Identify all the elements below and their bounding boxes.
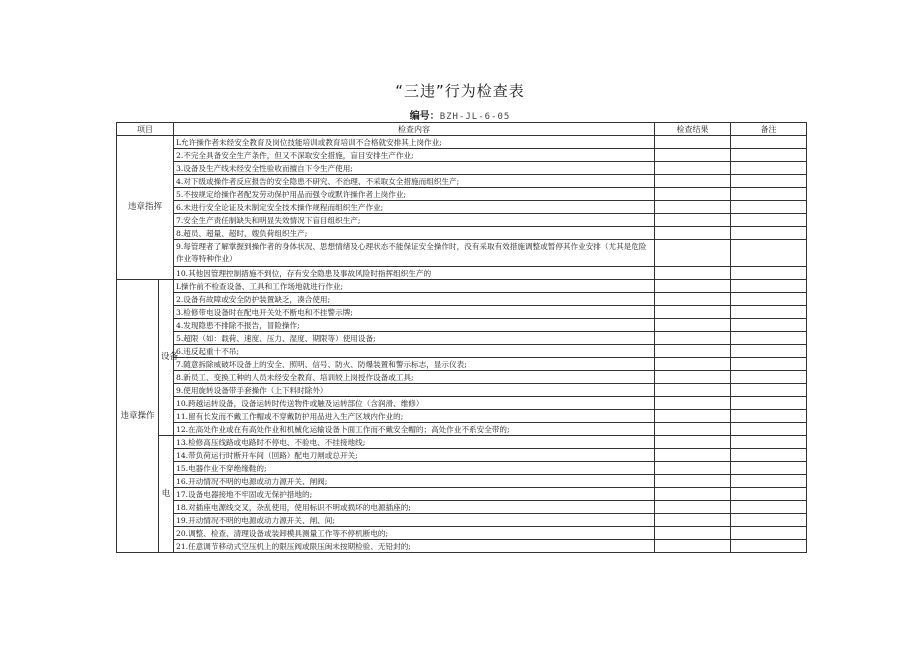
check-item: 5.超限（如：载荷、速度、压力、湿度、期限等）使用设备; [174, 332, 655, 345]
check-item: 9.使用旋转设备带手套操作（上下料时除外） [174, 384, 655, 397]
result-cell[interactable] [655, 280, 731, 293]
remark-cell[interactable] [731, 175, 807, 188]
check-item: L允许操作者未经安全教育及岗位技能培训或教育培训不合格就安排其上岗作业; [174, 136, 655, 149]
header-result: 检查结果 [655, 123, 731, 136]
table-row [117, 319, 807, 332]
result-cell[interactable] [655, 214, 731, 227]
check-item: 14.带负荷运行时断开车间（回路）配电刀闸或总开关; [174, 449, 655, 462]
remark-cell[interactable] [731, 293, 807, 306]
check-item: 3.设备及生产线未经安全性验收而擅自下令生产使用; [174, 162, 655, 175]
table-row [117, 306, 807, 319]
result-cell[interactable] [655, 175, 731, 188]
result-cell[interactable] [655, 410, 731, 423]
result-cell[interactable] [655, 136, 731, 149]
check-item: 13.检修高压线路或电路时不停电、不验电、不挂接地线; [174, 436, 655, 449]
code-label: 编号： [409, 111, 440, 122]
table-row [117, 136, 807, 149]
check-item: 6.违反起重十不吊; [174, 345, 655, 358]
result-cell[interactable] [655, 449, 731, 462]
result-cell[interactable] [655, 267, 731, 280]
table-row [117, 227, 807, 240]
check-item: 19.开动情况不明的电源或动力源开关、闸、间; [174, 514, 655, 527]
remark-cell[interactable] [731, 267, 807, 280]
remark-cell[interactable] [731, 306, 807, 319]
result-cell[interactable] [655, 358, 731, 371]
table-row [117, 540, 807, 553]
remark-cell[interactable] [731, 540, 807, 553]
result-cell[interactable] [655, 332, 731, 345]
result-cell[interactable] [655, 488, 731, 501]
check-item: 3.检修带电设备时在配电开关处不断电和不挂警示牌; [174, 306, 655, 319]
result-cell[interactable] [655, 319, 731, 332]
check-item: 2.设备有故障或安全防护装置缺乏，凑合使用; [174, 293, 655, 306]
check-item: 4.发现隐患不排除不报告，冒险操作; [174, 319, 655, 332]
table-row [117, 188, 807, 201]
table-row [117, 436, 807, 449]
table-row [117, 267, 807, 280]
inspection-table [116, 122, 807, 553]
check-item: 18.对插座电源线交叉，杂乱使用，使用标识不明或损坏的电源插座的; [174, 501, 655, 514]
table-row [117, 449, 807, 462]
remark-cell[interactable] [731, 319, 807, 332]
remark-cell[interactable] [731, 162, 807, 175]
result-cell[interactable] [655, 397, 731, 410]
remark-cell[interactable] [731, 527, 807, 540]
result-cell[interactable] [655, 436, 731, 449]
check-item: 4.对下级或操作者反应报告的安全隐患不研究、不治理、不采取女全措施而组织生产; [174, 175, 655, 188]
check-item: 10.其他因管理控制措施不到位，存有安全隐患及事故风险时指挥组织生产的 [174, 267, 655, 280]
header-content: 检查内容 [174, 123, 655, 136]
result-cell[interactable] [655, 527, 731, 540]
check-item: 15.电器作业不穿绝缘鞋的; [174, 462, 655, 475]
check-item: 6.未进行安全论证及未制定安全技术操作规程而组织生产作业; [174, 201, 655, 214]
table-row [117, 384, 807, 397]
remark-cell[interactable] [731, 449, 807, 462]
check-item: 7.安全生产责任制缺失和明显失效情况下盲目组织生产; [174, 214, 655, 227]
remark-cell[interactable] [731, 345, 807, 358]
check-item: 8.超员、超量、超时、嫂负荷组织生产; [174, 227, 655, 240]
result-cell[interactable] [655, 514, 731, 527]
result-cell[interactable] [655, 501, 731, 514]
table-row [117, 514, 807, 527]
check-item: 5.不按规定给操作者配发劳动保护用品而强令或默许操作者上岗作业; [174, 188, 655, 201]
subcategory-equipment: 设备 [159, 280, 174, 436]
remark-cell[interactable] [731, 371, 807, 384]
table-row [117, 397, 807, 410]
result-cell[interactable] [655, 371, 731, 384]
result-cell[interactable] [655, 293, 731, 306]
table-row [117, 293, 807, 306]
remark-cell[interactable] [731, 240, 807, 267]
check-item: 9.每管理者了解掌握到操作者的身体状况、思想情绪及心理状态不能保证安全操作时，没有采取有效措施调整或暂停其作业安排（尤其是危险作业等特种作业） [174, 240, 655, 267]
result-cell[interactable] [655, 188, 731, 201]
remark-cell[interactable] [731, 332, 807, 345]
table-row [117, 475, 807, 488]
table-row [117, 358, 807, 371]
remark-cell[interactable] [731, 475, 807, 488]
check-item: 21.任意调节移动式空压机上的限压阀或限压闽未按期检验、无铅封的; [174, 540, 655, 553]
table-row [117, 488, 807, 501]
table-row [117, 162, 807, 175]
check-item: 7.随意拆除威破坏设备上的安全、照明、信号、防火、防爆装置和警示标志，显示仪表; [174, 358, 655, 371]
check-item: 17.设备电器接地不牢固或无保护措地的; [174, 488, 655, 501]
remark-cell[interactable] [731, 214, 807, 227]
category-operation: 违章操作 [117, 280, 159, 553]
result-cell[interactable] [655, 423, 731, 436]
table-row [117, 345, 807, 358]
category-command: 违章指挥 [117, 136, 174, 280]
document-title: “三违”行为检查表 [395, 82, 525, 100]
code-value: BZH-JL-6-05 [439, 112, 511, 122]
result-cell[interactable] [655, 227, 731, 240]
remark-cell[interactable] [731, 410, 807, 423]
remark-cell[interactable] [731, 423, 807, 436]
remark-cell[interactable] [731, 358, 807, 371]
remark-cell[interactable] [731, 136, 807, 149]
header-remark: 备注 [731, 123, 807, 136]
check-item: 11.留有长发而不戴工作帽或不穿戴防护用品进入生产区域内作业的; [174, 410, 655, 423]
table-row [117, 175, 807, 188]
table-row [117, 280, 807, 293]
table-row [117, 527, 807, 540]
table-row [117, 201, 807, 214]
result-cell[interactable] [655, 475, 731, 488]
remark-cell[interactable] [731, 188, 807, 201]
result-cell[interactable] [655, 384, 731, 397]
table-row [117, 410, 807, 423]
check-item: 20.调整、检查、清理设备或装卸模具测量工作等不停机断电的; [174, 527, 655, 540]
check-item: 10.跨越运转设备，设备运转时传送物件或触及运转部位（含润滑、维修） [174, 397, 655, 410]
table-header-row [117, 123, 807, 136]
check-item: 12.在高处作业或在有高处作业和机械化运输设备卜面工作而不戴安全帽的；高处作业不系安全带的; [174, 423, 655, 436]
result-cell[interactable] [655, 540, 731, 553]
table-row [117, 462, 807, 475]
table-row [117, 332, 807, 345]
remark-cell[interactable] [731, 201, 807, 214]
remark-cell[interactable] [731, 384, 807, 397]
check-item: 8.新员工、变换工种的人员未经安全教育、培训较上岗授作设备或工具; [174, 371, 655, 384]
table-row [117, 423, 807, 436]
document-code [0, 107, 920, 122]
remark-cell[interactable] [731, 149, 807, 162]
result-cell[interactable] [655, 306, 731, 319]
table-row [117, 501, 807, 514]
table-row [117, 149, 807, 162]
table-row [117, 240, 807, 267]
check-item: 16.开动情况不明的电源或动力源开关、闸阀; [174, 475, 655, 488]
table-row [117, 371, 807, 384]
result-cell[interactable] [655, 240, 731, 267]
header-item: 项目 [117, 123, 174, 136]
remark-cell[interactable] [731, 488, 807, 501]
remark-cell[interactable] [731, 501, 807, 514]
remark-cell[interactable] [731, 436, 807, 449]
check-item: L操作前不检查设备、工具和工作场地就进行作业; [174, 280, 655, 293]
result-cell[interactable] [655, 149, 731, 162]
remark-cell[interactable] [731, 462, 807, 475]
result-cell[interactable] [655, 345, 731, 358]
result-cell[interactable] [655, 462, 731, 475]
remark-cell[interactable] [731, 514, 807, 527]
check-item: 2.不完全具备安全生产条件，但又不深取安全措施，盲目安排生产作业; [174, 149, 655, 162]
remark-cell[interactable] [731, 227, 807, 240]
remark-cell[interactable] [731, 280, 807, 293]
result-cell[interactable] [655, 162, 731, 175]
table-row [117, 214, 807, 227]
remark-cell[interactable] [731, 397, 807, 410]
result-cell[interactable] [655, 201, 731, 214]
subcategory-electric: 电 [159, 436, 174, 553]
